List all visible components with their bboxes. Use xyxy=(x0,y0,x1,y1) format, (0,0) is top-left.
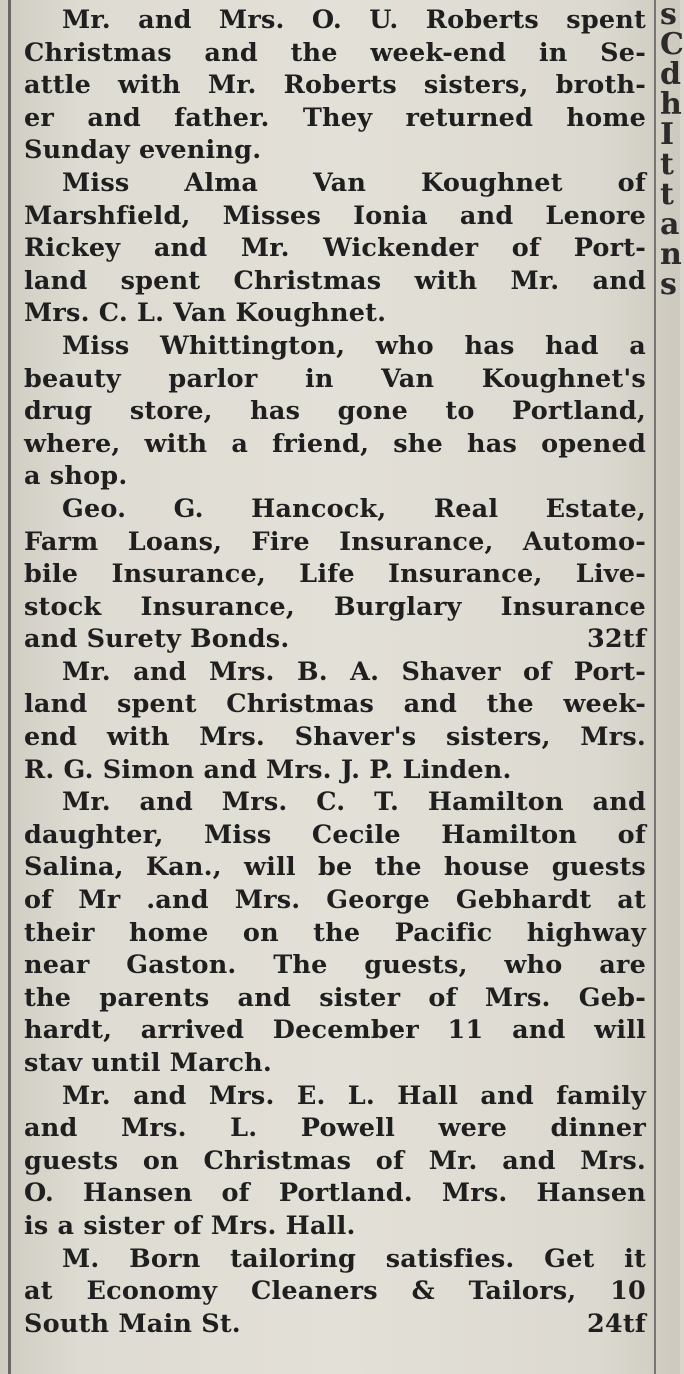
text-line: and Mrs. L. Powell were dinner xyxy=(24,1113,646,1144)
text-line: South Main St. xyxy=(24,1308,241,1339)
advertisement-born-tailoring xyxy=(24,1243,646,1341)
news-column xyxy=(24,4,646,1340)
column-rule-right xyxy=(654,0,656,1374)
text-line: Farm Loans, Fire Insurance, Automo- xyxy=(24,526,646,557)
text-line: is a sister of Mrs. Hall. xyxy=(24,1210,356,1241)
text-line: land spent Christmas with Mr. and xyxy=(24,265,646,296)
text-line: a shop. xyxy=(24,461,128,492)
news-item-hamilton xyxy=(24,786,646,1079)
text-line: end with Mrs. Shaver's sisters, Mrs. xyxy=(24,722,646,753)
text-line: Marshfield, Misses Ionia and Lenore xyxy=(24,200,646,231)
text-line: near Gaston. The guests, who are xyxy=(24,950,646,981)
edge-char: t xyxy=(660,177,674,212)
text-line: at Economy Cleaners & Tailors, 10 xyxy=(24,1276,646,1307)
text-line: land spent Christmas and the week- xyxy=(24,689,646,720)
text-line: Mrs. C. L. Van Koughnet. xyxy=(24,298,387,329)
text-line: stav until March. xyxy=(24,1048,272,1078)
text-line: Mr. and Mrs. B. A. Shaver of Port- xyxy=(62,656,646,687)
column-rule-left xyxy=(8,0,11,1374)
news-item-shaver xyxy=(24,656,646,786)
text-line: Miss Alma Van Koughnet of xyxy=(62,167,646,198)
edge-char: h xyxy=(660,87,682,122)
text-line: attle with Mr. Roberts sisters, broth- xyxy=(24,70,646,101)
text-line: Mr. and Mrs. O. U. Roberts spent xyxy=(62,5,646,35)
text-line: R. G. Simon and Mrs. J. P. Linden. xyxy=(24,754,512,785)
text-line: Miss Whittington, who has had a xyxy=(62,330,646,361)
text-line: daughter, Miss Cecile Hamilton of xyxy=(24,819,646,850)
edge-char: n xyxy=(660,237,682,272)
text-line: M. Born tailoring satisfies. Get it xyxy=(62,1243,646,1274)
text-line: Rickey and Mr. Wickender of Port- xyxy=(24,233,646,264)
news-item-van-koughnet xyxy=(24,167,646,330)
text-line: stock Insurance, Burglary Insurance xyxy=(24,591,646,622)
edge-char: I xyxy=(660,117,675,152)
text-line-with-tag xyxy=(24,623,646,656)
advertisement-hancock xyxy=(24,493,646,656)
edge-char: C xyxy=(660,27,684,62)
news-item-whittington xyxy=(24,330,646,493)
ad-run-code: 24tf xyxy=(586,1308,646,1339)
edge-char: s xyxy=(660,0,677,32)
text-line: and Surety Bonds. xyxy=(24,624,290,655)
edge-char: a xyxy=(660,207,680,242)
edge-char: t xyxy=(660,147,674,182)
text-line: guests on Christmas of Mr. and Mrs. xyxy=(24,1145,646,1176)
text-line: drug store, has gone to Portland, xyxy=(24,396,646,427)
edge-char: s xyxy=(660,267,677,302)
text-line: Geo. G. Hancock, Real Estate, xyxy=(62,493,646,524)
text-line: where, with a friend, she has opened xyxy=(24,428,646,459)
text-line: Christmas and the week-end in Se- xyxy=(24,37,646,68)
text-line: their home on the Pacific highway xyxy=(24,917,646,948)
text-line: the parents and sister of Mrs. Geb- xyxy=(24,982,646,1013)
ad-run-code: 32tf xyxy=(586,624,646,655)
text-line: hardt, arrived December 11 and will xyxy=(24,1015,646,1046)
adjacent-column-fragment xyxy=(660,0,684,1374)
text-line: bile Insurance, Life Insurance, Live- xyxy=(24,559,646,590)
text-line: er and father. They returned home xyxy=(24,102,646,133)
text-line: Sunday evening. xyxy=(24,135,262,166)
text-line: Mr. and Mrs. C. T. Hamilton and xyxy=(62,787,646,818)
news-item-hall xyxy=(24,1080,646,1243)
news-item-roberts xyxy=(24,4,646,167)
edge-char: d xyxy=(660,57,681,92)
text-line-with-tag xyxy=(24,1308,646,1341)
text-line: beauty parlor in Van Koughnet's xyxy=(24,363,646,394)
text-line: O. Hansen of Portland. Mrs. Hansen xyxy=(24,1178,646,1209)
text-line: Salina, Kan., will be the house guests xyxy=(24,852,646,883)
text-line: of Mr .and Mrs. George Gebhardt at xyxy=(24,885,646,916)
text-line: Mr. and Mrs. E. L. Hall and family xyxy=(62,1080,646,1111)
